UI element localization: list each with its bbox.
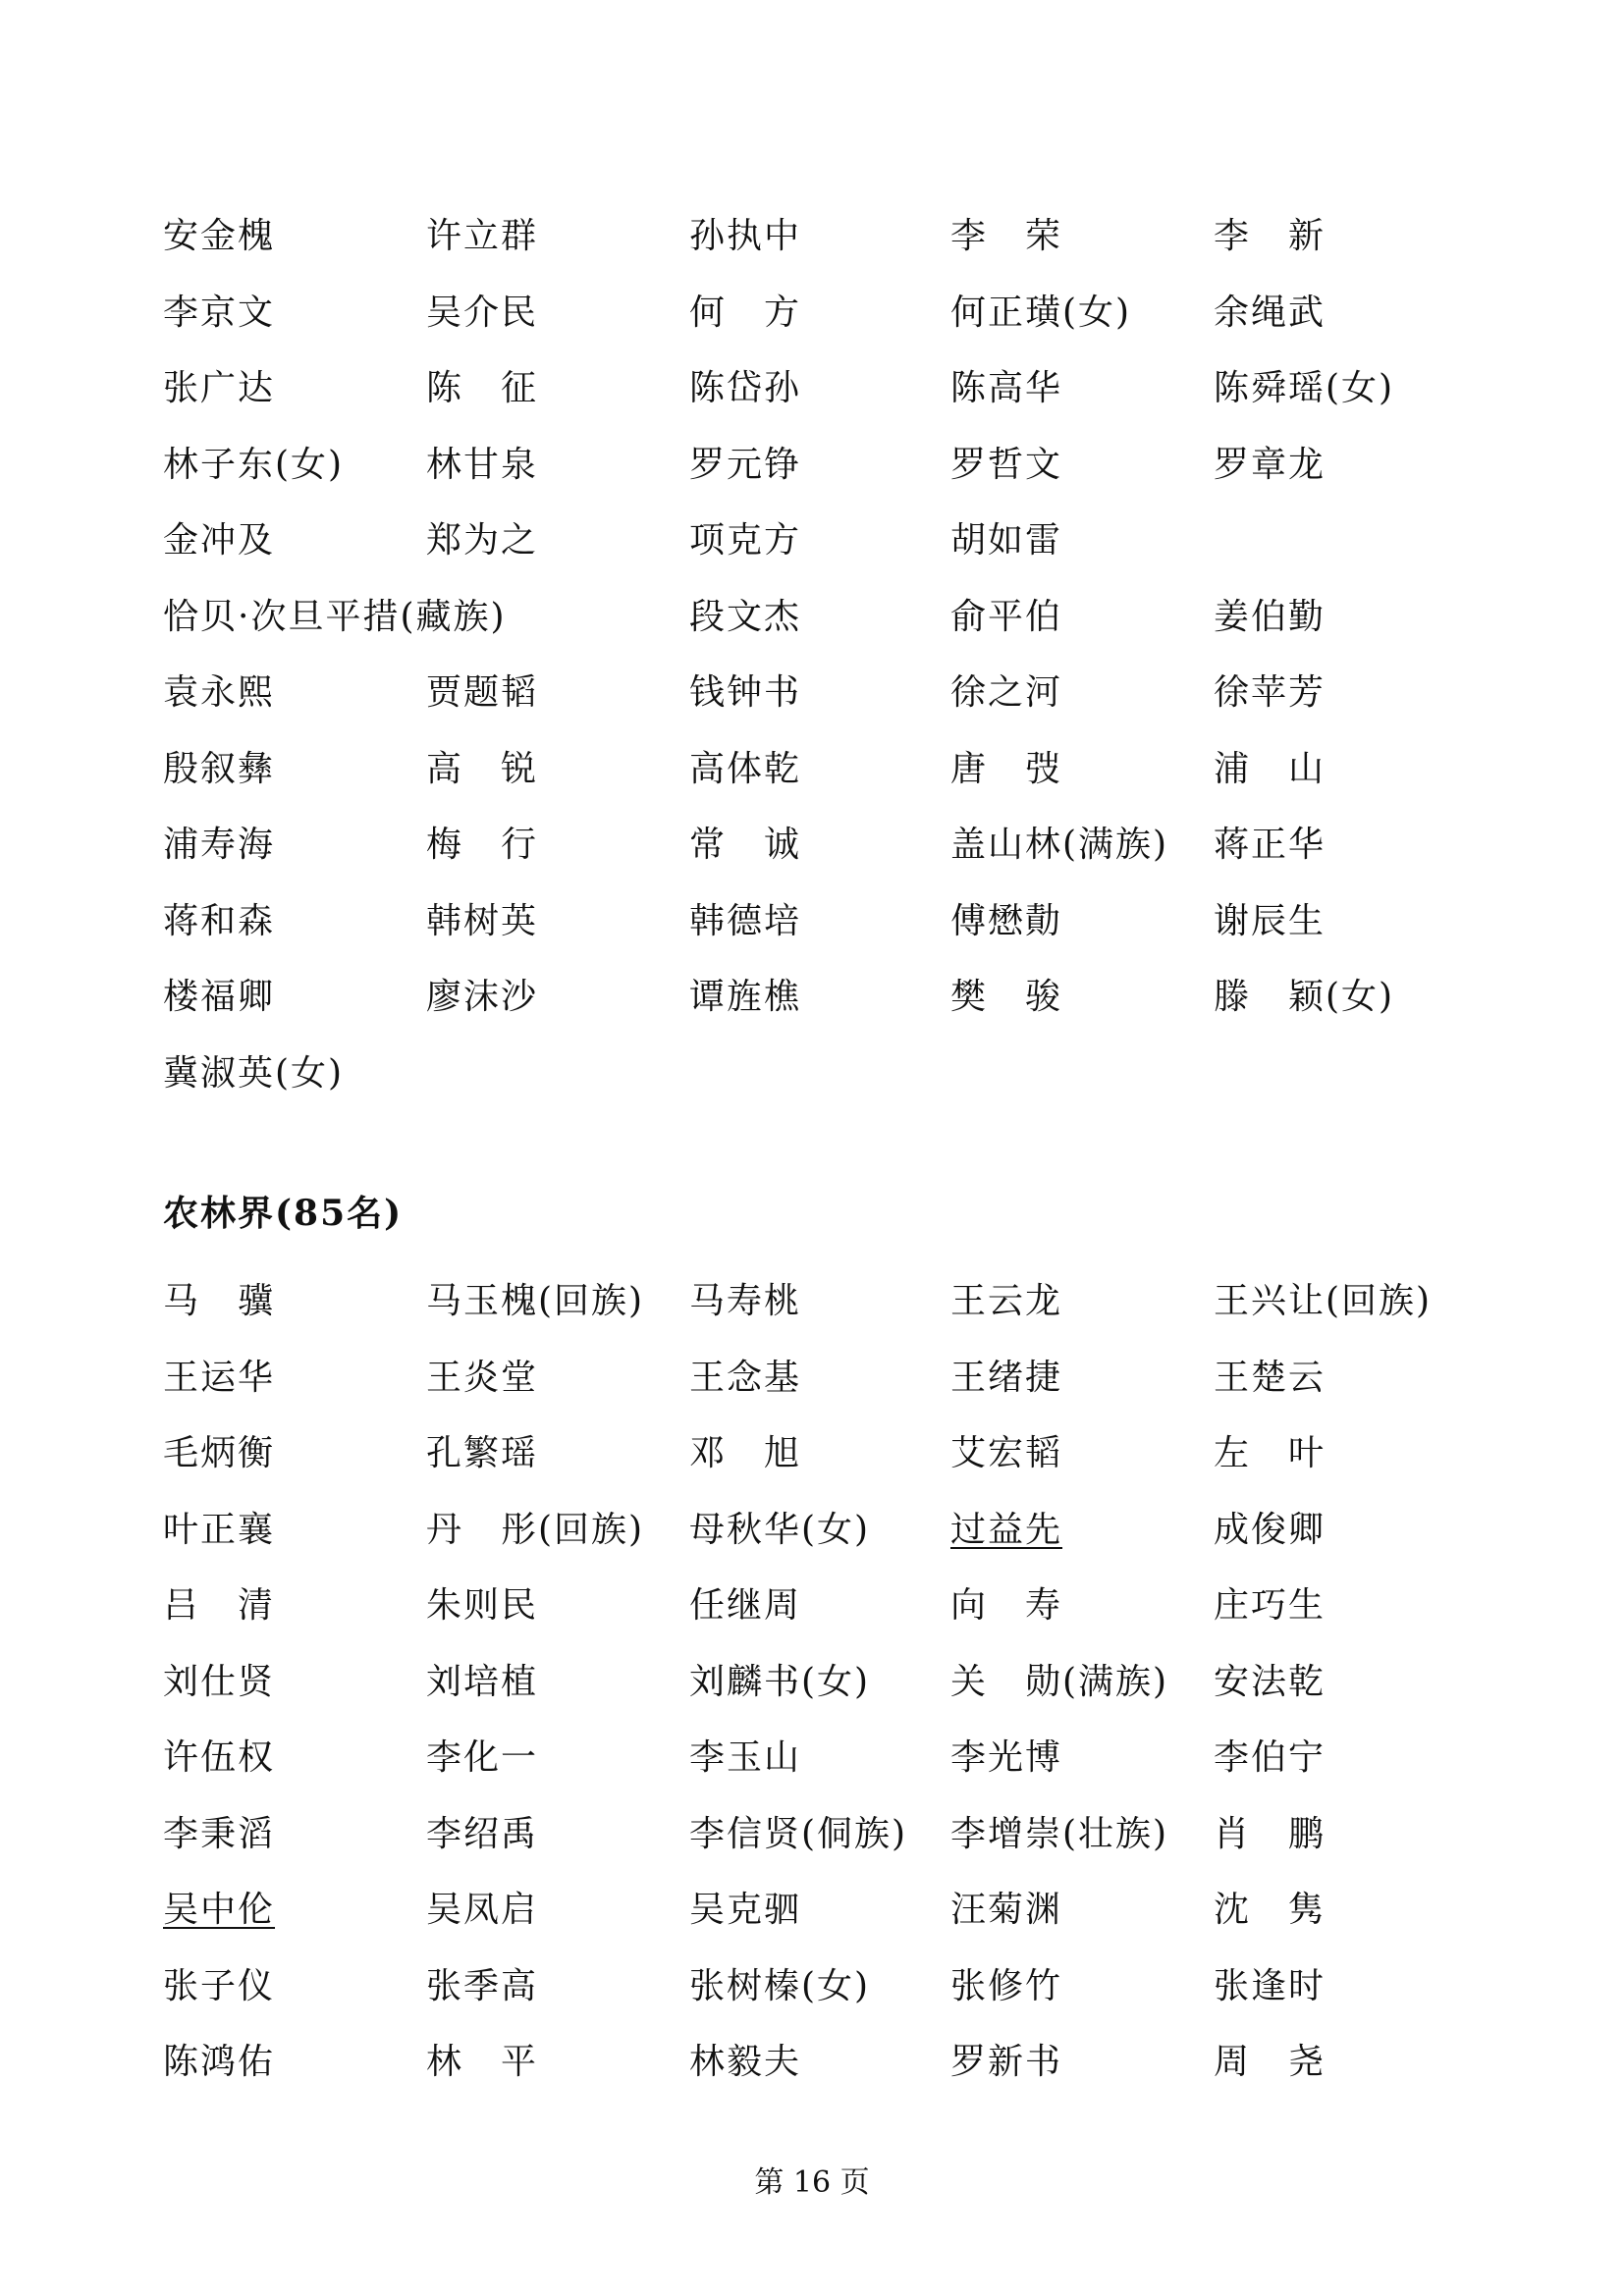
name-cell: 贾题韬 [426,672,539,713]
name-cell: 庄巧生 [1214,1585,1326,1626]
name-cell: 邓 旭 [689,1433,802,1473]
section1-name-list [163,198,1498,1111]
table-row [163,350,1498,427]
table-row [163,731,1498,808]
name-cell: 钱钟书 [689,672,802,713]
table-row [163,2024,1498,2101]
name-cell: 罗元铮 [689,444,802,485]
name-cell: 王兴让(回族) [1214,1281,1433,1321]
name-cell: 陈鸿佑 [163,2042,276,2082]
name-cell: 楼福卿 [163,977,276,1017]
table-row [163,579,1498,656]
name-cell: 左 叶 [1214,1433,1326,1473]
name-cell: 叶正襄 [163,1509,276,1550]
name-cell: 王念基 [689,1357,802,1398]
name-cell: 李 新 [1214,216,1326,256]
name-cell: 李京文 [163,292,276,333]
name-cell: 郑为之 [426,520,539,561]
table-row [163,1492,1498,1569]
name-cell: 许伍权 [163,1737,276,1778]
name-cell: 孔繁瑶 [426,1433,539,1473]
name-cell: 张子仪 [163,1965,276,2006]
name-cell: 张广达 [163,368,276,408]
name-cell: 徐之河 [950,672,1063,713]
name-cell: 滕 颖(女) [1214,977,1395,1017]
name-cell: 盖山林(满族) [950,825,1169,865]
name-cell: 向 寿 [950,1585,1063,1626]
name-cell: 蒋和森 [163,900,276,941]
name-cell: 林毅夫 [689,2042,802,2082]
name-cell: 何正璜(女) [950,292,1132,333]
table-row [163,503,1498,579]
table-row [163,655,1498,731]
name-cell: 谭旌樵 [689,977,802,1017]
table-row [163,275,1498,351]
name-cell: 王云龙 [950,1281,1063,1321]
name-cell: 韩树英 [426,900,539,941]
name-cell: 王绪捷 [950,1357,1063,1398]
name-cell: 傅懋勣 [950,900,1063,941]
name-cell: 吴克驷 [689,1890,802,1930]
table-row [163,807,1498,883]
name-cell: 刘仕贤 [163,1661,276,1702]
name-cell: 王炎堂 [426,1357,539,1398]
name-cell: 李信贤(侗族) [689,1813,908,1854]
name-cell-underlined: 吴中伦 [163,1890,276,1930]
name-cell: 高 锐 [426,748,539,789]
name-cell: 林甘泉 [426,444,539,485]
table-row [163,1415,1498,1492]
name-cell: 袁永熙 [163,672,276,713]
name-cell: 俞平伯 [950,596,1063,637]
name-cell: 廖沫沙 [426,977,539,1017]
table-row [163,198,1498,275]
name-cell: 林子东(女) [163,444,345,485]
table-row [163,1036,1498,1112]
name-cell: 李化一 [426,1737,539,1778]
table-row [163,1644,1498,1721]
name-cell: 余绳武 [1214,292,1326,333]
name-cell: 朱则民 [426,1585,539,1626]
name-cell: 唐 弢 [950,748,1063,789]
name-cell: 陈高华 [950,368,1063,408]
name-cell: 艾宏韬 [950,1433,1063,1473]
table-row [163,1568,1498,1644]
name-cell: 李秉滔 [163,1813,276,1854]
name-cell: 王运华 [163,1357,276,1398]
name-cell: 高体乾 [689,748,802,789]
table-row [163,1949,1498,2025]
name-cell: 罗新书 [950,2042,1063,2082]
name-cell: 张逢时 [1214,1965,1326,2006]
name-cell: 罗章龙 [1214,444,1326,485]
name-cell: 恰贝·次旦平措(藏族) [163,596,507,637]
name-cell: 梅 行 [426,825,539,865]
name-cell: 姜伯勤 [1214,596,1326,637]
name-cell: 周 尧 [1214,2042,1326,2082]
name-cell: 李增崇(壮族) [950,1813,1169,1854]
name-cell: 吴凤启 [426,1890,539,1930]
name-cell: 段文杰 [689,596,802,637]
name-cell: 浦寿海 [163,825,276,865]
name-cell: 关 勋(满族) [950,1661,1169,1702]
section-heading: 农林界(85名) [163,1193,404,1234]
name-cell: 张树榛(女) [689,1965,871,2006]
name-cell: 张修竹 [950,1965,1063,2006]
name-cell: 马玉槐(回族) [426,1281,645,1321]
table-row [163,1263,1498,1340]
name-cell: 陈 征 [426,368,539,408]
name-cell: 徐苹芳 [1214,672,1326,713]
name-cell: 王楚云 [1214,1357,1326,1398]
name-cell: 刘麟书(女) [689,1661,871,1702]
name-cell: 胡如雷 [950,520,1063,561]
table-row [163,1340,1498,1416]
name-cell: 母秋华(女) [689,1509,871,1550]
name-cell: 成俊卿 [1214,1509,1326,1550]
name-cell: 孙执中 [689,216,802,256]
name-cell: 浦 山 [1214,748,1326,789]
name-cell: 蒋正华 [1214,825,1326,865]
name-cell: 吴介民 [426,292,539,333]
section2-name-list [163,1263,1498,2101]
name-cell: 汪菊渊 [950,1890,1063,1930]
name-cell: 马 骥 [163,1281,276,1321]
name-cell: 刘培植 [426,1661,539,1702]
name-cell: 殷叙彝 [163,748,276,789]
name-cell: 韩德培 [689,900,802,941]
name-cell: 陈舜瑶(女) [1214,368,1395,408]
name-cell: 常 诚 [689,825,802,865]
name-cell: 张季高 [426,1965,539,2006]
name-cell: 金冲及 [163,520,276,561]
name-cell: 安金槐 [163,216,276,256]
name-cell: 马寿桃 [689,1281,802,1321]
name-cell: 任继周 [689,1585,802,1626]
name-cell: 李 荣 [950,216,1063,256]
page-number: 第 16 页 [754,2165,870,2200]
name-cell: 林 平 [426,2042,539,2082]
name-cell: 李玉山 [689,1737,802,1778]
name-cell: 项克方 [689,520,802,561]
name-cell: 谢辰生 [1214,900,1326,941]
name-cell: 丹 彤(回族) [426,1509,645,1550]
name-cell: 罗哲文 [950,444,1063,485]
name-cell: 李绍禹 [426,1813,539,1854]
name-cell: 陈岱孙 [689,368,802,408]
name-cell: 李伯宁 [1214,1737,1326,1778]
name-cell-underlined: 过益先 [950,1509,1063,1550]
name-cell: 安法乾 [1214,1661,1326,1702]
table-row [163,1796,1498,1873]
table-row [163,427,1498,504]
table-row [163,1872,1498,1949]
name-cell: 李光博 [950,1737,1063,1778]
name-cell: 何 方 [689,292,802,333]
name-cell: 樊 骏 [950,977,1063,1017]
name-cell: 冀淑英(女) [163,1052,345,1094]
name-cell: 沈 隽 [1214,1890,1326,1930]
name-cell: 吕 清 [163,1585,276,1626]
table-row [163,883,1498,960]
name-cell: 许立群 [426,216,539,256]
name-cell: 肖 鹏 [1214,1813,1326,1854]
table-row [163,1720,1498,1796]
name-cell: 毛炳衡 [163,1433,276,1473]
table-row [163,959,1498,1036]
